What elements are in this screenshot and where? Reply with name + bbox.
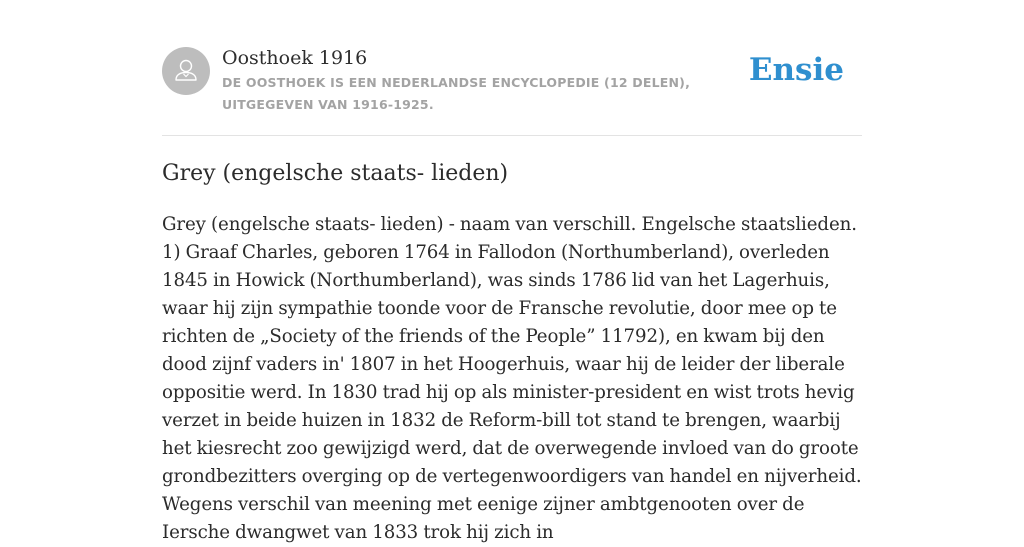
entry-title: Grey (engelsche staats- lieden) bbox=[162, 161, 509, 186]
source-description: DE OOSTHOEK IS EEN NEDERLANDSE ENCYCLOPEDIE (12 DELEN), UITGEGEVEN VAN 1916-1925. bbox=[222, 75, 691, 112]
entry-body: Grey (engelsche staats- lieden) - naam van verschill. Engelsche staatslieden. 1) Graaf Charles, geboren 1764 in Fallodon (Northumberland), overleden 1845 in Howick (Northumberland), was sinds 1786 lid van het Lagerhuis, waar hij zijn sympathie toonde voor de Fransche revolutie, door mee op te richten de „Society of the friends of the People” 11792), en kwam bij den dood zijnf vaders in' 1807 in het Hoogerhuis, waar hij de leider der liberale oppositie werd. In 1830 trad hij op als minister-president en wist trots hevig verzet in beide huizen in 1832 de Reform-bill tot stand te brengen, waarbij het kiesrecht zoo gewijzigd werd, dat de overwegende invloed van do groote grondbezitters overging op de vertegenwoordigers van handel en nijverheid. Wegens verschil van meening met eenige zijner ambtgenooten over de Iersche dwangwet van 1833 trok hij zich in bbox=[162, 214, 862, 543]
user-icon[interactable] bbox=[162, 47, 210, 95]
user-icon-graphic bbox=[162, 47, 210, 95]
source-header bbox=[162, 0, 862, 136]
source-title[interactable]: Oosthoek 1916 bbox=[222, 47, 368, 69]
ensie-logo-link[interactable]: Ensie bbox=[748, 52, 844, 88]
page-container bbox=[162, 0, 862, 543]
